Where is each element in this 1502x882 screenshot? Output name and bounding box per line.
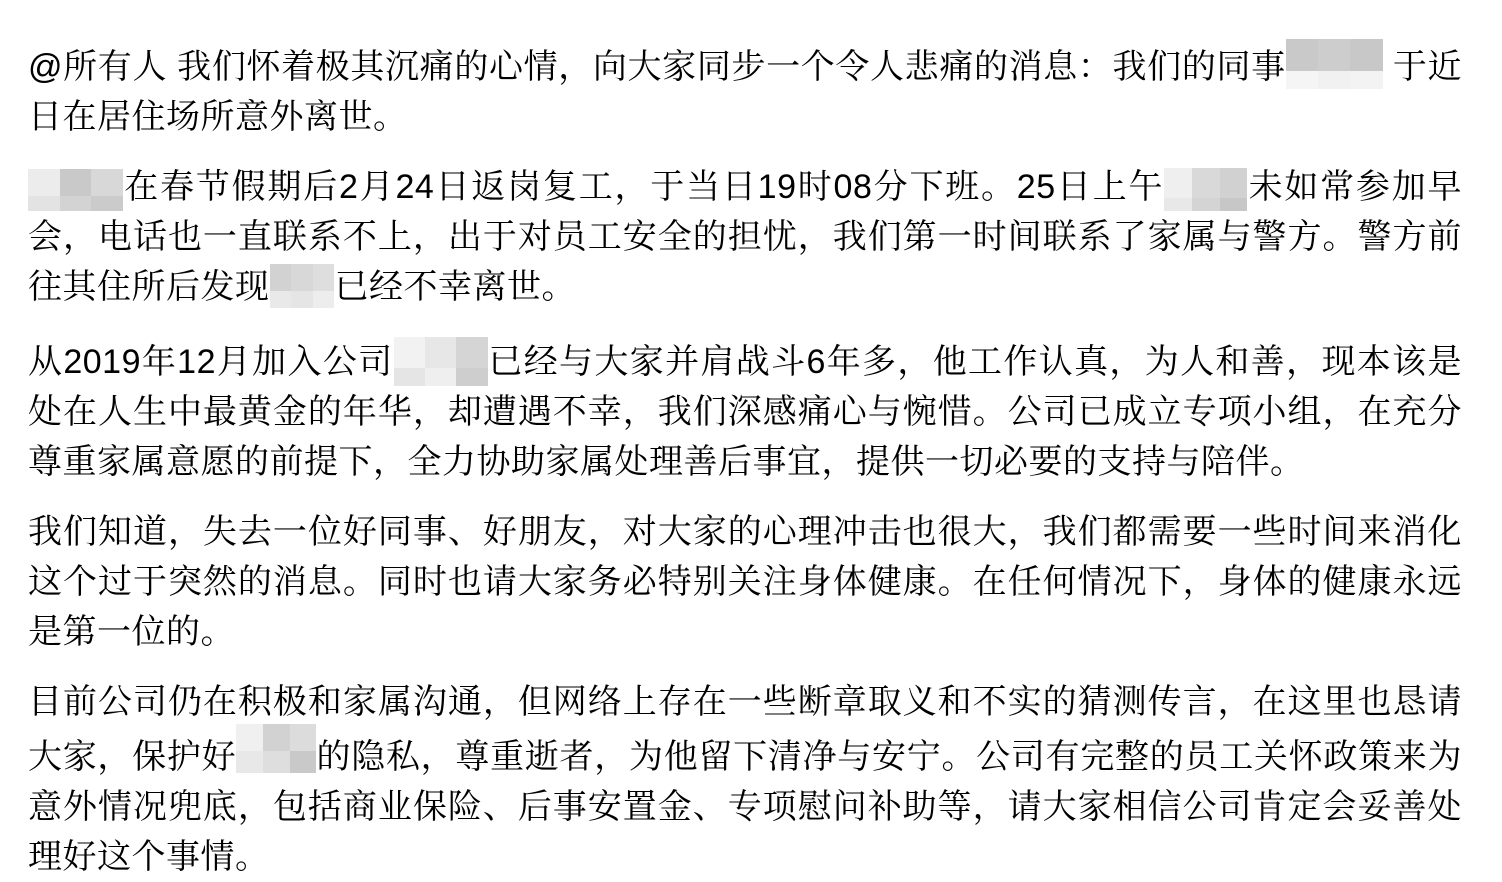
redaction-pixel-cell bbox=[291, 291, 313, 308]
redaction-pixel-cell bbox=[1286, 71, 1318, 89]
redacted-name-block bbox=[270, 264, 335, 308]
redaction-pixel-cell bbox=[28, 169, 60, 196]
paragraph-text: 我们知道，失去一位好同事、好朋友，对大家的心理冲击也很大，我们都需要一些时间来消化这个过于突然的消息。同时也请大家务必特别关注身体健康。在任何情况下，身体的健康永远是第一位的。 bbox=[28, 513, 1462, 651]
paragraph bbox=[28, 507, 1462, 657]
redaction-pixel-cell bbox=[270, 291, 292, 308]
redaction-pixel-cell bbox=[425, 337, 456, 368]
redacted-name-block bbox=[1164, 168, 1247, 211]
redaction-pixel-cell bbox=[291, 264, 313, 291]
redaction-pixel-cell bbox=[1192, 168, 1220, 198]
redaction-pixel-cell bbox=[290, 724, 317, 751]
paragraph-text: 已经不幸离世。 bbox=[334, 268, 576, 306]
redaction-pixel-cell bbox=[394, 337, 425, 368]
redaction-pixel-cell bbox=[394, 368, 425, 386]
redaction-pixel-cell bbox=[270, 264, 292, 291]
redaction-pixel-cell bbox=[1164, 198, 1192, 211]
redaction-pixel-cell bbox=[1350, 39, 1382, 71]
redaction-pixel-cell bbox=[1350, 71, 1382, 89]
redaction-pixel-cell bbox=[1192, 198, 1220, 211]
paragraph-text: 于近日在居住场所意外离世。 bbox=[28, 48, 1462, 136]
redaction-pixel-cell bbox=[290, 751, 317, 773]
paragraph-text: 在春节假期后2月24日返岗复工，于当日19时08分下班。25日上午 bbox=[123, 168, 1165, 206]
redaction-pixel-cell bbox=[456, 368, 487, 386]
redaction-pixel-cell bbox=[91, 196, 123, 211]
paragraph-text: 目前公司仍在积极和家属沟通，但网络上存在一些断章取义和不实的猜测传言，在这里也恳请大家，保护好 bbox=[28, 683, 1462, 776]
redaction-pixel-cell bbox=[1286, 39, 1318, 71]
redacted-name-block bbox=[28, 169, 123, 211]
redaction-pixel-cell bbox=[60, 196, 92, 211]
redaction-pixel-cell bbox=[313, 291, 335, 308]
paragraph bbox=[28, 332, 1462, 487]
redaction-pixel-cell bbox=[263, 724, 290, 751]
redaction-pixel-cell bbox=[263, 751, 290, 773]
redaction-pixel-cell bbox=[425, 368, 456, 386]
paragraph bbox=[28, 36, 1462, 142]
paragraph-text: 已经与大家并肩战斗6年多，他工作认真，为人和善，现本该是处在人生中最黄金的年华，却遭遇不幸，我们深感痛心与惋惜。公司已成立专项小组，在充分尊重家属意愿的前提下，全力协助家属处理善后事宜，提供一切必要的支持与陪伴。 bbox=[28, 343, 1462, 481]
redaction-pixel-cell bbox=[1220, 168, 1248, 198]
redaction-pixel-cell bbox=[236, 724, 263, 751]
paragraph-text: 的隐私，尊重逝者，为他留下清净与安宁。公司有完整的员工关怀政策来为意外情况兜底，包括商业保险、后事安置金、专项慰问补助等，请大家相信公司肯定会妥善处理好这个事情。 bbox=[28, 738, 1463, 876]
redaction-pixel-cell bbox=[28, 196, 60, 211]
redacted-name-block bbox=[236, 724, 316, 773]
paragraph bbox=[28, 162, 1462, 312]
redaction-pixel-cell bbox=[313, 264, 335, 291]
paragraph-text: @所有人 我们怀着极其沉痛的心情，向大家同步一个令人悲痛的消息：我们的同事 bbox=[28, 48, 1286, 86]
redaction-pixel-cell bbox=[1318, 39, 1350, 71]
paragraph-text: 从2019年12月加入公司 bbox=[28, 343, 394, 381]
redaction-pixel-cell bbox=[1220, 198, 1248, 211]
redaction-pixel-cell bbox=[60, 169, 92, 196]
paragraph-text: 未如常参加早会，电话也一直联系不上，出于对员工安全的担忧，我们第一时间联系了家属与警方。警方前往其住所后发现 bbox=[28, 168, 1462, 306]
redaction-pixel-cell bbox=[1164, 168, 1192, 198]
redaction-pixel-cell bbox=[456, 337, 487, 368]
redaction-pixel-cell bbox=[1318, 71, 1350, 89]
redaction-pixel-cell bbox=[91, 169, 123, 196]
redaction-pixel-cell bbox=[236, 751, 263, 773]
redacted-name-block bbox=[394, 337, 488, 386]
paragraph bbox=[28, 677, 1462, 882]
redacted-name-block bbox=[1286, 39, 1383, 89]
